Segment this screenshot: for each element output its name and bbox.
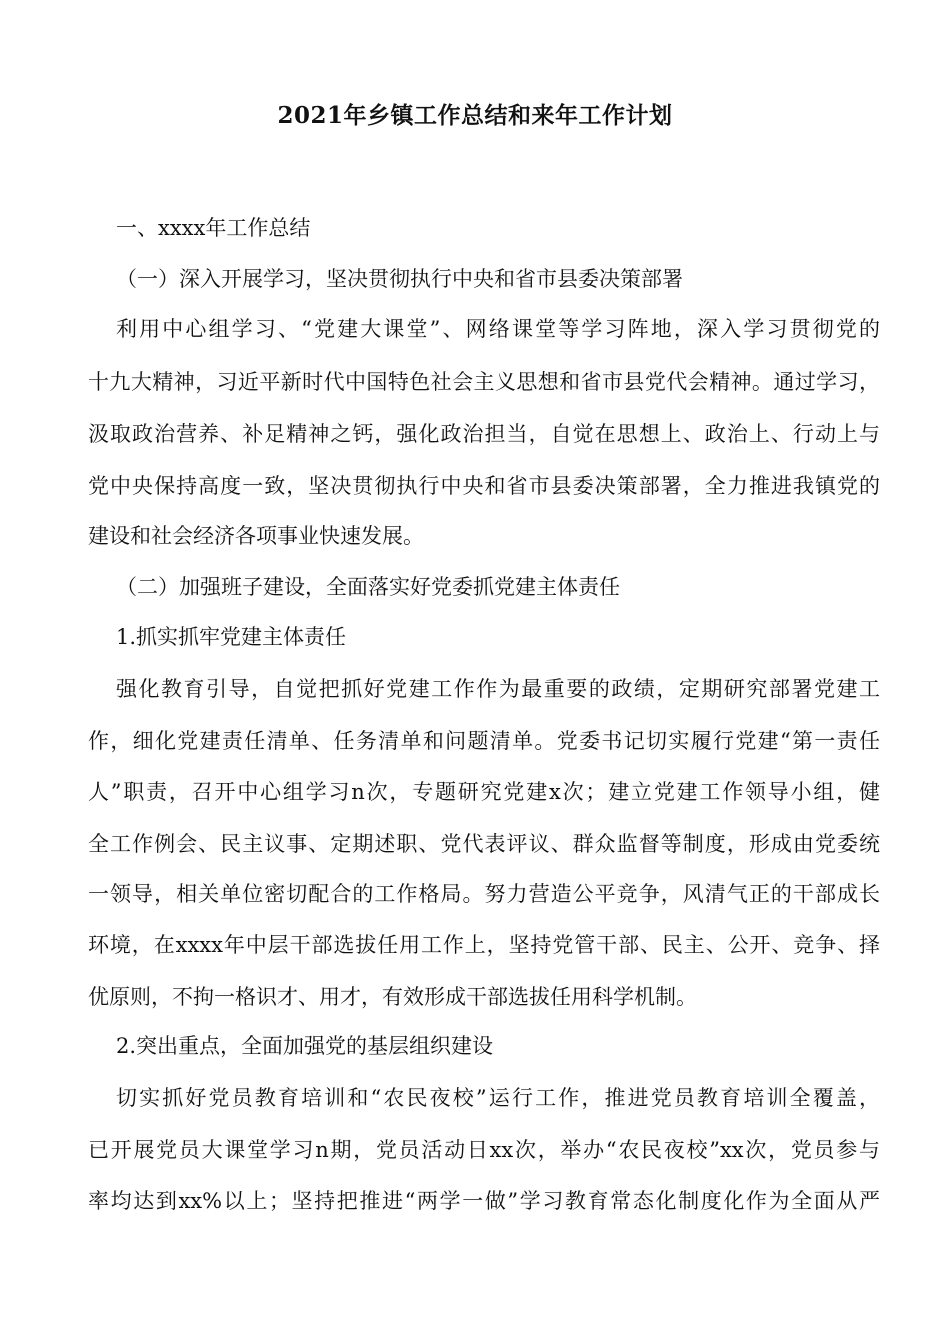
paragraph-line: 全工作例会、民主议事、定期述职、党代表评议、群众监督等制度，形成由党委统 [88, 832, 880, 856]
paragraph-line: 环境，在xxxx年中层干部选拔任用工作上，坚持党管干部、民主、公开、竞争、择 [88, 933, 880, 957]
paragraph-line: 优原则，不拘一格识才、用才，有效形成干部选拔任用科学机制。 [88, 985, 697, 1009]
paragraph-line: 建设和社会经济各项事业快速发展。 [88, 524, 424, 548]
paragraph-line: 人”职责，召开中心组学习n次，专题研究党建x次；建立党建工作领导小组，健 [88, 780, 880, 804]
paragraph-line: 强化教育引导，自觉把抓好党建工作作为最重要的政绩，定期研究部署党建工 [116, 677, 880, 701]
paragraph-line: 作，细化党建责任清单、任务清单和问题清单。党委书记切实履行党建“第一责任 [88, 729, 880, 753]
paragraph-line: 切实抓好党员教育培训和“农民夜校”运行工作，推进党员教育培训全覆盖， [116, 1086, 880, 1110]
section-heading-1: 一、xxxx年工作总结 [116, 216, 311, 240]
item-heading-2: 2.突出重点，全面加强党的基层组织建设 [116, 1034, 494, 1058]
paragraph-line: 利用中心组学习、“党建大课堂”、网络课堂等学习阵地，深入学习贯彻党的 [116, 317, 880, 341]
paragraph-line: 党中央保持高度一致，坚决贯彻执行中央和省市县委决策部署，全力推进我镇党的 [88, 474, 880, 498]
paragraph-line: 汲取政治营养、补足精神之钙，强化政治担当，自觉在思想上、政治上、行动上与 [88, 422, 880, 446]
paragraph-line: 已开展党员大课堂学习n期，党员活动日xx次，举办“农民夜校”xx次，党员参与 [88, 1138, 880, 1162]
paragraph-line: 十九大精神，习近平新时代中国特色社会主义思想和省市县党代会精神。通过学习， [88, 370, 880, 394]
item-heading-1: 1.抓实抓牢党建主体责任 [116, 625, 347, 649]
paragraph-line: 一领导，相关单位密切配合的工作格局。努力营造公平竞争，风清气正的干部成长 [88, 882, 880, 906]
document-title: 2021年乡镇工作总结和来年工作计划 [277, 102, 673, 129]
subsection-heading-1: （一）深入开展学习，坚决贯彻执行中央和省市县委决策部署 [116, 267, 683, 291]
subsection-heading-2: （二）加强班子建设，全面落实好党委抓党建主体责任 [116, 575, 620, 599]
paragraph-line: 率均达到xx%以上；坚持把推进“两学一做”学习教育常态化制度化作为全面从严 [88, 1189, 880, 1213]
